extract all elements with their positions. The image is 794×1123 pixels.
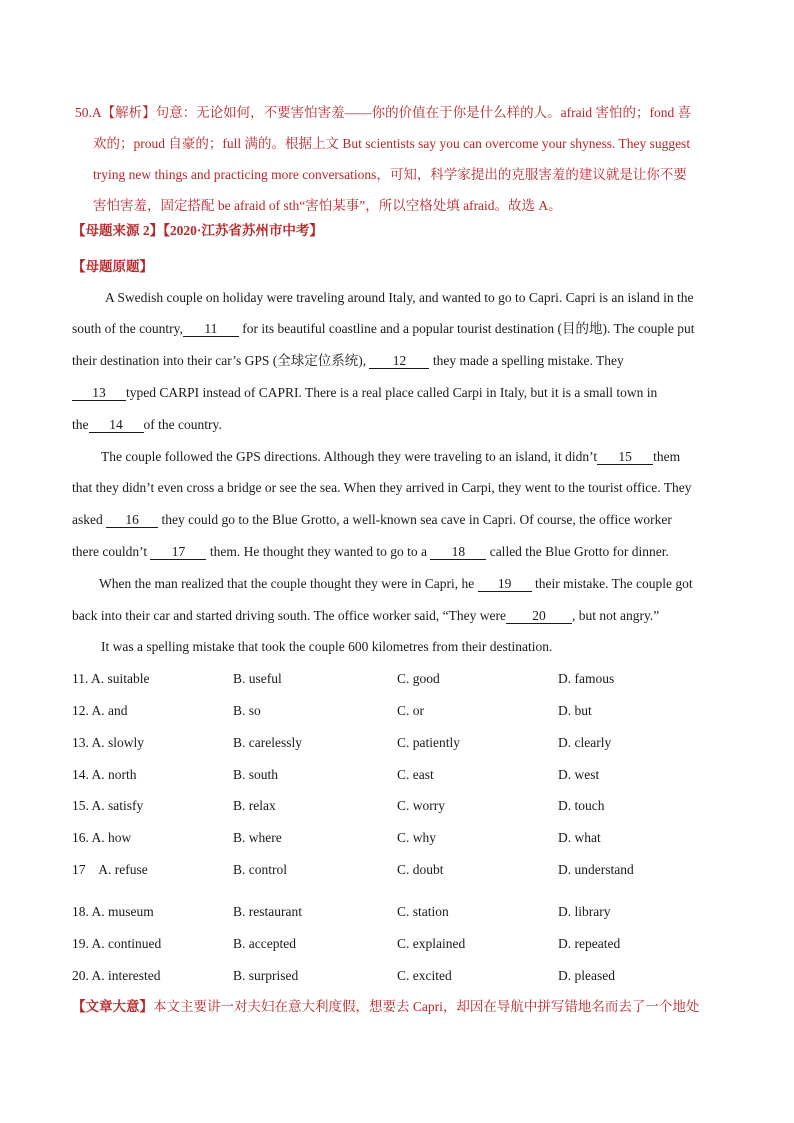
explanation-line-2: 欢的；proud 自豪的；full 满的。根据上文 But scientists say you can overcome your shyness. They suggest	[93, 136, 691, 151]
option-b: B. relax	[233, 798, 276, 813]
option-c: C. east	[397, 767, 434, 782]
option-b: B. restaurant	[233, 904, 302, 919]
explanation-line-1: 50.A【解析】句意：无论如何，不要害怕害羞——你的价值在于你是什么样的人。afraid 害怕的；fond 喜	[75, 105, 692, 120]
blank-13: 13	[72, 385, 126, 401]
blank-16: 16	[106, 512, 158, 528]
passage-p1-line2: south of the country, 11 for its beautiful coastline and a popular tourist destination (目的地). The couple put	[72, 321, 695, 336]
passage-p3-line2: back into their car and started driving south. The office worker said, “They were 20 , but not angry.”	[72, 608, 660, 623]
blank-19: 19	[478, 576, 532, 592]
option-b: B. so	[233, 703, 261, 718]
option-a: 14. A. north	[72, 767, 137, 782]
passage-p1-line5: the 14 of the country.	[72, 417, 222, 432]
option-d: D. repeated	[558, 936, 621, 951]
blank-17: 17	[150, 544, 206, 560]
blank-18: 18	[430, 544, 486, 560]
source-heading	[72, 222, 323, 240]
option-b: B. accepted	[233, 936, 296, 951]
option-d: D. famous	[558, 671, 615, 686]
option-a: 12. A. and	[72, 703, 128, 718]
option-d: D. clearly	[558, 735, 612, 750]
source-value: 【2020·江苏省苏州市中考】	[163, 223, 323, 238]
option-b: B. carelessly	[233, 735, 302, 750]
option-d: D. what	[558, 830, 601, 845]
explanation-line-3: trying new things and practicing more conversations，可知，科学家提出的克服害羞的建议就是让你不要	[93, 167, 687, 182]
option-c: C. why	[397, 830, 437, 845]
option-c: C. excited	[397, 968, 452, 983]
option-a: 13. A. slowly	[72, 735, 145, 750]
summary-label: 【文章大意】	[72, 999, 153, 1014]
option-b: B. useful	[233, 671, 282, 686]
passage-p2-line3: asked 16 they could go to the Blue Grotto, a well-known sea cave in Capri. Of course, the office worker	[72, 512, 672, 527]
passage-p4: It was a spelling mistake that took the couple 600 kilometres from their destination.	[101, 639, 553, 654]
option-b: B. south	[233, 767, 279, 782]
blank-14: 14	[89, 417, 144, 433]
option-a: 17 A. refuse	[72, 862, 148, 877]
option-d: D. touch	[558, 798, 605, 813]
blank-12: 12	[369, 353, 429, 369]
blank-20: 20	[506, 608, 572, 624]
original-question-label: 【母题原题】	[72, 259, 153, 274]
option-a: 11. A. suitable	[72, 671, 150, 686]
article-summary	[72, 998, 699, 1016]
option-c: C. doubt	[397, 862, 444, 877]
option-c: C. patiently	[397, 735, 460, 750]
option-b: B. surprised	[233, 968, 299, 983]
option-d: D. but	[558, 703, 592, 718]
passage-p1-line4: 13 typed CARPI instead of CAPRI. There is a real place called Carpi in Italy, but it is a small town in	[72, 384, 657, 402]
option-c: C. or	[397, 703, 424, 718]
blank-11: 11	[183, 321, 239, 337]
option-c: C. explained	[397, 936, 466, 951]
source-label: 【母题来源 2】	[72, 223, 164, 238]
option-a: 18. A. museum	[72, 904, 154, 919]
summary-text: 本文主要讲一对夫妇在意大利度假，想要去 Capri，却因在导航中拼写错地名而去了一个地处	[153, 999, 700, 1014]
option-c: C. station	[397, 904, 449, 919]
passage-p1-line3: their destination into their car’s GPS (全球定位系统), 12 they made a spelling mistake. They	[72, 353, 624, 368]
passage-p2-line2: that they didn’t even cross a bridge or see the sea. When they arrived in Carpi, they went to the tourist office. They	[72, 480, 692, 495]
explanation-line-4: 害怕害羞，固定搭配 be afraid of sth“害怕某事”，所以空格处填 afraid。故选 A。	[93, 198, 562, 213]
option-d: D. west	[558, 767, 600, 782]
option-c: C. good	[397, 671, 440, 686]
passage-p3-line1: When the man realized that the couple thought they were in Capri, he 19 their mistake. The couple got	[99, 576, 693, 591]
option-d: D. pleased	[558, 968, 615, 983]
option-b: B. where	[233, 830, 282, 845]
option-d: D. understand	[558, 862, 634, 877]
passage-p2-line1: The couple followed the GPS directions. Although they were traveling to an island, it didn’t 15 them	[101, 449, 681, 464]
option-a: 15. A. satisfy	[72, 798, 144, 813]
option-d: D. library	[558, 904, 611, 919]
option-b: B. control	[233, 862, 287, 877]
option-a: 19. A. continued	[72, 936, 162, 951]
option-a: 16. A. how	[72, 830, 132, 845]
blank-15: 15	[597, 449, 653, 465]
option-c: C. worry	[397, 798, 445, 813]
passage-p1-line1: A Swedish couple on holiday were traveling around Italy, and wanted to go to Capri. Capri is an island in the	[105, 290, 694, 305]
option-a: 20. A. interested	[72, 968, 161, 983]
passage-p2-line4: there couldn’t 17 them. He thought they wanted to go to a 18 called the Blue Grotto for dinner.	[72, 544, 669, 559]
